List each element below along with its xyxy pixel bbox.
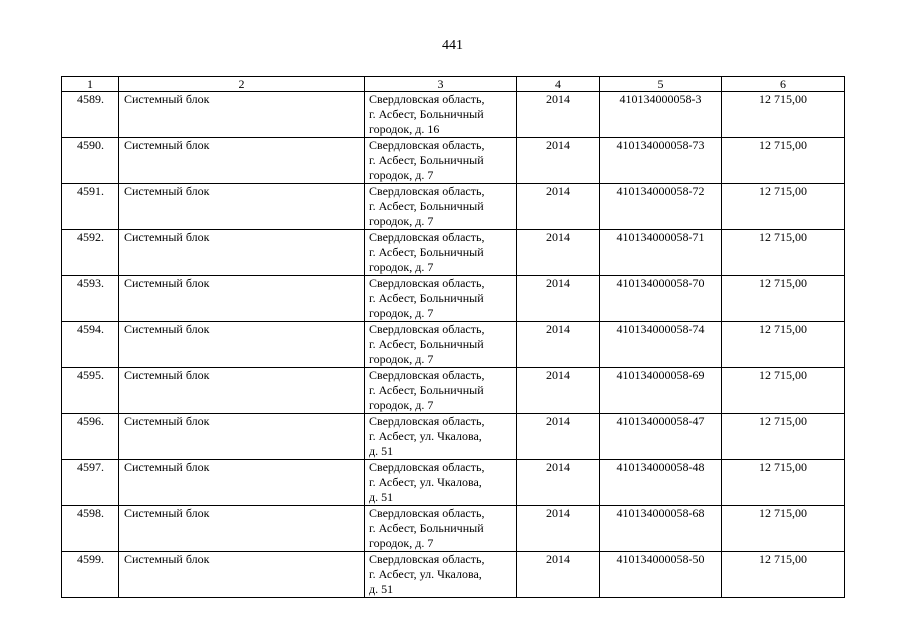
address-line: городок, д. 16 [369,122,440,136]
row-number-cell: 4593. [62,276,119,322]
year-cell: 2014 [517,414,600,460]
column-header: 2 [119,77,365,92]
address-line: г. Асбест, Больничный [369,107,484,121]
table-row [62,368,845,414]
address-line: городок, д. 7 [369,306,434,320]
table-row [62,552,845,598]
item-name-cell: Системный блок [119,92,365,138]
row-number-cell: 4594. [62,322,119,368]
row-number-cell: 4595. [62,368,119,414]
header-row [62,77,845,92]
address-cell [365,276,517,322]
address-line: Свердловская область, [369,322,485,336]
address-line: г. Асбест, Больничный [369,153,484,167]
year-cell: 2014 [517,506,600,552]
cost-cell: 12 715,00 [722,368,845,414]
address-line: г. Асбест, ул. Чкалова, [369,475,482,489]
address-line: Свердловская область, [369,138,485,152]
item-name-cell: Системный блок [119,138,365,184]
address-line: г. Асбест, ул. Чкалова, [369,429,482,443]
cost-cell: 12 715,00 [722,92,845,138]
address-cell [365,460,517,506]
cost-cell: 12 715,00 [722,322,845,368]
address-line: д. 51 [369,490,394,504]
cost-cell: 12 715,00 [722,184,845,230]
address-line: Свердловская область, [369,230,485,244]
item-name-cell: Системный блок [119,552,365,598]
address-cell [365,414,517,460]
address-cell [365,368,517,414]
address-line: городок, д. 7 [369,260,434,274]
item-name-cell: Системный блок [119,322,365,368]
registry-table [61,76,845,598]
year-cell: 2014 [517,368,600,414]
address-line: Свердловская область, [369,184,485,198]
inventory-number-cell: 410134000058-69 [600,368,722,414]
cost-cell: 12 715,00 [722,230,845,276]
year-cell: 2014 [517,230,600,276]
inventory-number-cell: 410134000058-71 [600,230,722,276]
page-number: 441 [442,38,463,53]
address-line: д. 51 [369,582,394,596]
address-line: Свердловская область, [369,92,485,106]
cost-cell: 12 715,00 [722,460,845,506]
item-name-cell: Системный блок [119,276,365,322]
table-row [62,276,845,322]
inventory-number-cell: 410134000058-73 [600,138,722,184]
year-cell: 2014 [517,322,600,368]
table-row [62,506,845,552]
column-header: 5 [600,77,722,92]
year-cell: 2014 [517,276,600,322]
inventory-number-cell: 410134000058-68 [600,506,722,552]
table-row [62,414,845,460]
address-line: Свердловская область, [369,414,485,428]
address-cell [365,92,517,138]
year-cell: 2014 [517,184,600,230]
cost-cell: 12 715,00 [722,138,845,184]
address-cell [365,506,517,552]
row-number-cell: 4598. [62,506,119,552]
item-name-cell: Системный блок [119,506,365,552]
row-number-cell: 4596. [62,414,119,460]
item-name-cell: Системный блок [119,184,365,230]
inventory-number-cell: 410134000058-72 [600,184,722,230]
address-line: городок, д. 7 [369,214,434,228]
column-header: 1 [62,77,119,92]
address-line: Свердловская область, [369,506,485,520]
cost-cell: 12 715,00 [722,414,845,460]
inventory-number-cell: 410134000058-47 [600,414,722,460]
address-line: г. Асбест, Больничный [369,383,484,397]
inventory-number-cell: 410134000058-74 [600,322,722,368]
address-cell [365,552,517,598]
address-line: Свердловская область, [369,460,485,474]
row-number-cell: 4599. [62,552,119,598]
address-cell [365,184,517,230]
address-line: г. Асбест, Больничный [369,199,484,213]
table-row [62,138,845,184]
row-number-cell: 4597. [62,460,119,506]
address-cell [365,230,517,276]
year-cell: 2014 [517,552,600,598]
inventory-number-cell: 410134000058-50 [600,552,722,598]
column-header: 4 [517,77,600,92]
address-line: г. Асбест, ул. Чкалова, [369,567,482,581]
row-number-cell: 4592. [62,230,119,276]
year-cell: 2014 [517,92,600,138]
row-number-cell: 4589. [62,92,119,138]
item-name-cell: Системный блок [119,414,365,460]
address-line: городок, д. 7 [369,536,434,550]
column-header: 6 [722,77,845,92]
table-row [62,92,845,138]
inventory-number-cell: 410134000058-70 [600,276,722,322]
address-line: Свердловская область, [369,552,485,566]
table-row [62,230,845,276]
address-line: городок, д. 7 [369,352,434,366]
year-cell: 2014 [517,138,600,184]
inventory-number-cell: 410134000058-48 [600,460,722,506]
cost-cell: 12 715,00 [722,506,845,552]
row-number-cell: 4590. [62,138,119,184]
address-line: д. 51 [369,444,394,458]
year-cell: 2014 [517,460,600,506]
address-line: городок, д. 7 [369,168,434,182]
address-line: городок, д. 7 [369,398,434,412]
address-line: г. Асбест, Больничный [369,337,484,351]
cost-cell: 12 715,00 [722,552,845,598]
column-header: 3 [365,77,517,92]
address-line: Свердловская область, [369,276,485,290]
cost-cell: 12 715,00 [722,276,845,322]
address-line: г. Асбест, Больничный [369,245,484,259]
table-row [62,460,845,506]
row-number-cell: 4591. [62,184,119,230]
item-name-cell: Системный блок [119,368,365,414]
address-line: г. Асбест, Больничный [369,521,484,535]
item-name-cell: Системный блок [119,460,365,506]
table-row [62,184,845,230]
address-line: г. Асбест, Больничный [369,291,484,305]
item-name-cell: Системный блок [119,230,365,276]
address-cell [365,138,517,184]
table-row [62,322,845,368]
address-line: Свердловская область, [369,368,485,382]
address-cell [365,322,517,368]
inventory-number-cell: 410134000058-3 [600,92,722,138]
